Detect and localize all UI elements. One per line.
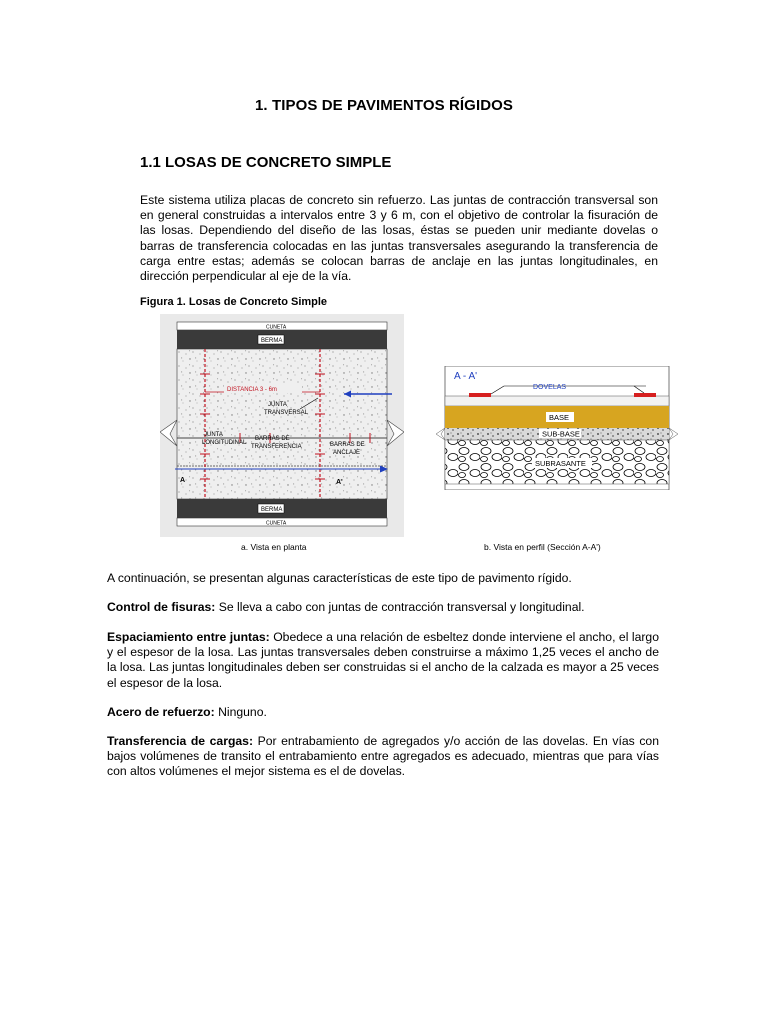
slab-area bbox=[177, 349, 387, 499]
plan-view-diagram bbox=[160, 314, 404, 537]
base-label: BASE bbox=[549, 413, 570, 422]
characteristic-term: Control de fisuras: bbox=[107, 600, 216, 614]
barras-anclaje-label-1: BARRAS DE bbox=[330, 442, 365, 448]
section-a-prime-label: A' bbox=[336, 479, 343, 486]
barras-anclaje-label-2: ANCLAJE bbox=[333, 450, 361, 456]
characteristic-espaciamiento bbox=[107, 630, 659, 691]
characteristic-text: Ninguno. bbox=[214, 705, 267, 719]
plan-view-subcaption: a. Vista en planta bbox=[241, 542, 307, 552]
berma-bottom-label: BERMA bbox=[261, 507, 283, 513]
characteristic-transferencia bbox=[107, 734, 659, 780]
intro-paragraph: Este sistema utiliza placas de concreto sin refuerzo. Las juntas de contracción transversal son en general construidas a intervalos entre 3 y 6 m, con el objetivo de controlar la fisuración de las losas. Dependiendo del diseño de las losas, éstas se pueden unir mediante dovelas o barras de transferencia colocadas en las juntas transversales asegurando la transferencia de carga entre estas; además se colocan barras de anclaje en las juntas longitudinales, en dirección perpendicular al eje de la vía. bbox=[140, 193, 658, 284]
junta-longitudinal-label-1: JUNTA bbox=[204, 432, 223, 438]
characteristic-text: Obedece a una relación de esbeltez donde interviene el ancho, el largo y el espesor de la losa. Las juntas transversales deben construirse a máximo 1,25 veces el ancho de la losa. Las juntas longitudinales deben ser construidas si el ancho de la calzada es mayor a 25 veces el espesor de la losa. bbox=[107, 630, 659, 690]
junta-longitudinal-label-2: LONGITUDINAL bbox=[202, 440, 247, 446]
dovelas-label: DOVELAS bbox=[533, 384, 567, 391]
junta-transversal-label-2: TRANSVERSAL bbox=[264, 410, 309, 416]
page-heading: 1. TIPOS DE PAVIMENTOS RÍGIDOS bbox=[254, 97, 514, 114]
characteristic-term: Transferencia de cargas: bbox=[107, 734, 254, 748]
barras-transferencia-label-1: BARRAS DE bbox=[255, 436, 290, 442]
profile-view-subcaption: b. Vista en perfil (Sección A-A') bbox=[484, 542, 601, 552]
distance-label: DISTANCIA 3 - 6m bbox=[227, 387, 277, 393]
section-a-label: A bbox=[180, 477, 186, 484]
dowel-left bbox=[469, 393, 491, 397]
junta-transversal-label-1: JUNTA bbox=[268, 402, 287, 408]
section-title: 1.1 LOSAS DE CONCRETO SIMPLE bbox=[140, 154, 392, 171]
characteristic-term: Espaciamiento entre juntas: bbox=[107, 630, 270, 644]
after-figure-paragraph: A continuación, se presentan algunas características de este tipo de pavimento rígido. bbox=[107, 571, 572, 585]
berma-top-label: BERMA bbox=[261, 338, 283, 344]
subrasante-label: SUBRASANTE bbox=[535, 459, 586, 468]
characteristic-term: Acero de refuerzo: bbox=[107, 705, 215, 719]
characteristic-text: Se lleva a cabo con juntas de contracción transversal y longitudinal. bbox=[215, 600, 585, 614]
dowel-right bbox=[634, 393, 656, 397]
cuneta-bottom-label: CUNETA bbox=[266, 520, 287, 527]
figure-caption: Figura 1. Losas de Concreto Simple bbox=[140, 296, 328, 308]
section-title-label: A - A' bbox=[454, 371, 478, 382]
characteristic-text: Por entrabamiento de agregados y/o acción de las dovelas. En vías con bajos volúmenes de transito el entrabamiento entre agregados es adecuado, mientras que para vías con altos volúmenes el mejor sistema es el de dovelas. bbox=[107, 734, 659, 779]
profile-view-diagram bbox=[436, 366, 678, 490]
characteristic-control-fisuras bbox=[107, 600, 659, 615]
characteristic-acero bbox=[107, 705, 659, 720]
cuneta-top-label: CUNETA bbox=[266, 324, 287, 331]
barras-transferencia-label-2: TRANSFERENCIA bbox=[251, 444, 302, 450]
subbase-label: SUB-BASE bbox=[542, 429, 580, 439]
